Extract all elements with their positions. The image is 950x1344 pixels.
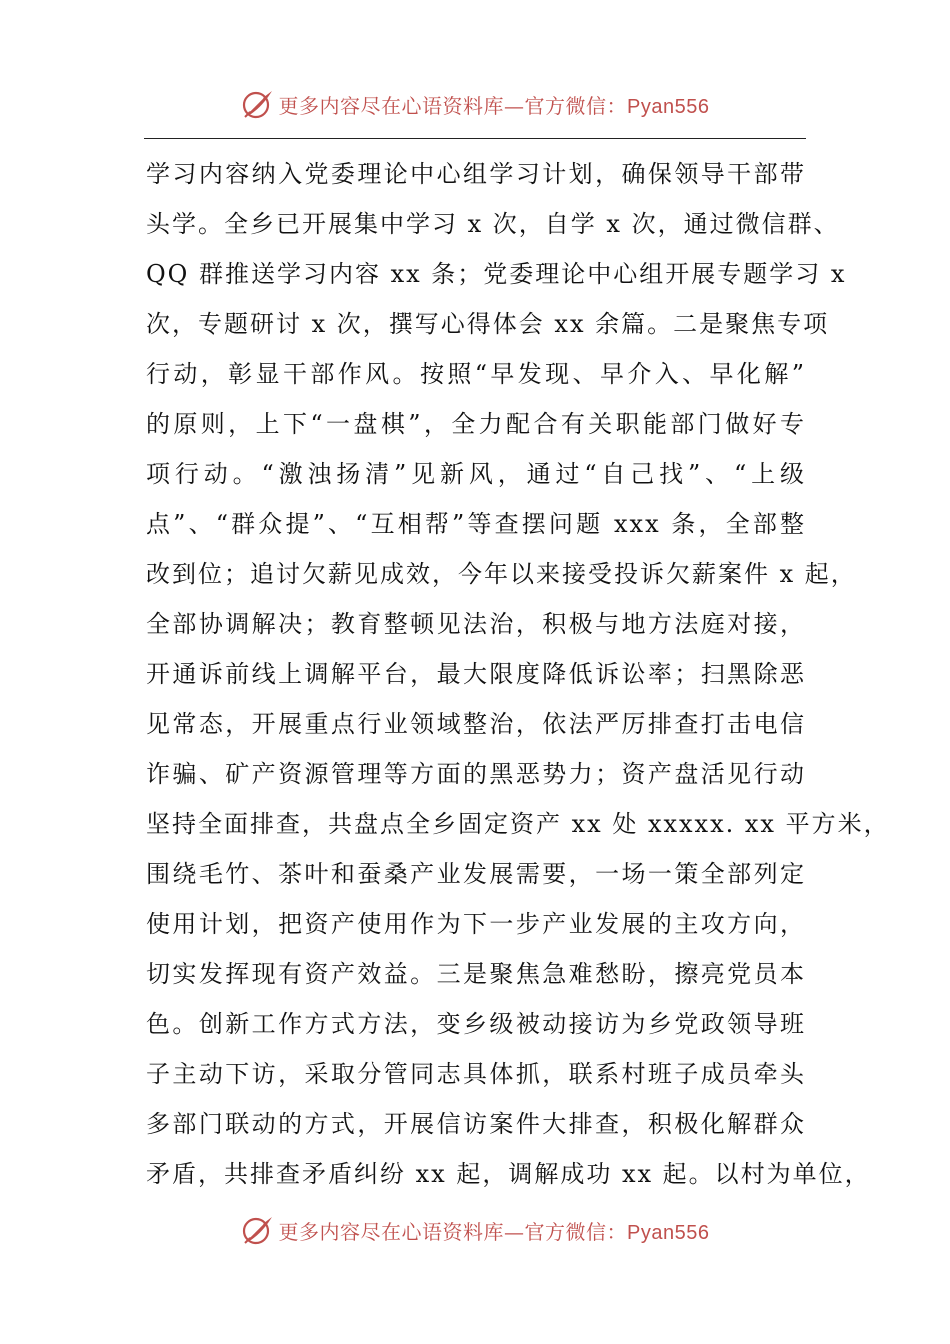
body-line: 次，专题研讨 x 次，撰写心得体会 xx 余篇。二是聚焦专项: [146, 310, 830, 338]
header-brand-text: 更多内容尽在心语资料库—官方微信：Pyan556: [278, 93, 710, 118]
body-line: 切实发挥现有资产效益。三是聚焦急难愁盼，擦亮党员本: [146, 960, 806, 988]
body-line: 头学。全乡已开展集中学习 x 次，自学 x 次，通过微信群、: [146, 210, 840, 238]
footer-brand-text: 更多内容尽在心语资料库—官方微信：Pyan556: [278, 1219, 710, 1244]
body-line: 的原则，上下“一盘棋”，全力配合有关职能部门做好专: [146, 410, 806, 438]
quill-logo-icon: [241, 1213, 275, 1247]
footer-brand-handle: Pyan556: [627, 1221, 710, 1244]
body-line: QQ 群推送学习内容 xx 条；党委理论中心组开展专题学习 x: [146, 260, 847, 288]
body-line: 色。创新工作方式方法，变乡级被动接访为乡党政领导班: [146, 1010, 806, 1038]
body-line: 使用计划，把资产使用作为下一步产业发展的主攻方向，: [146, 910, 806, 938]
body-line: 全部协调解决；教育整顿见法治，积极与地方法庭对接，: [146, 610, 806, 638]
body-line: 见常态，开展重点行业领域整治，依法严厉排查打击电信: [146, 710, 806, 738]
footer-watermark: [0, 1210, 950, 1250]
body-line: 学习内容纳入党委理论中心组学习计划，确保领导干部带: [146, 160, 806, 188]
body-line: 多部门联动的方式，开展信访案件大排查，积极化解群众: [146, 1110, 806, 1138]
header-rule: [144, 138, 806, 139]
body-line: 开通诉前线上调解平台，最大限度降低诉讼率；扫黑除恶: [146, 660, 806, 688]
body-line: 矛盾，共排查矛盾纠纷 xx 起，调解成功 xx 起。以村为单位，: [146, 1160, 871, 1188]
header-brand-handle: Pyan556: [627, 95, 710, 118]
body-line: 点”、“群众提”、“互相帮”等查摆问题 xxx 条，全部整: [146, 510, 806, 538]
body-line: 项行动。“激浊扬清”见新风，通过“自己找”、“上级: [146, 460, 806, 488]
body-line: 围绕毛竹、茶叶和蚕桑产业发展需要，一场一策全部列定: [146, 860, 806, 888]
document-body: [146, 149, 890, 1199]
body-line: 诈骗、矿产资源管理等方面的黑恶势力；资产盘活见行动: [146, 760, 806, 788]
header-watermark: [0, 84, 950, 124]
quill-logo-icon: [241, 87, 275, 121]
body-line: 子主动下访，采取分管同志具体抓，联系村班子成员牵头: [146, 1060, 806, 1088]
body-line: 行动，彰显干部作风。按照“早发现、早介入、早化解”: [146, 360, 806, 388]
body-line: 坚持全面排查，共盘点全乡固定资产 xx 处 xxxxx. xx 平方米，: [146, 810, 890, 838]
body-line: 改到位；追讨欠薪见成效，今年以来接受投诉欠薪案件 x 起，: [146, 560, 857, 588]
